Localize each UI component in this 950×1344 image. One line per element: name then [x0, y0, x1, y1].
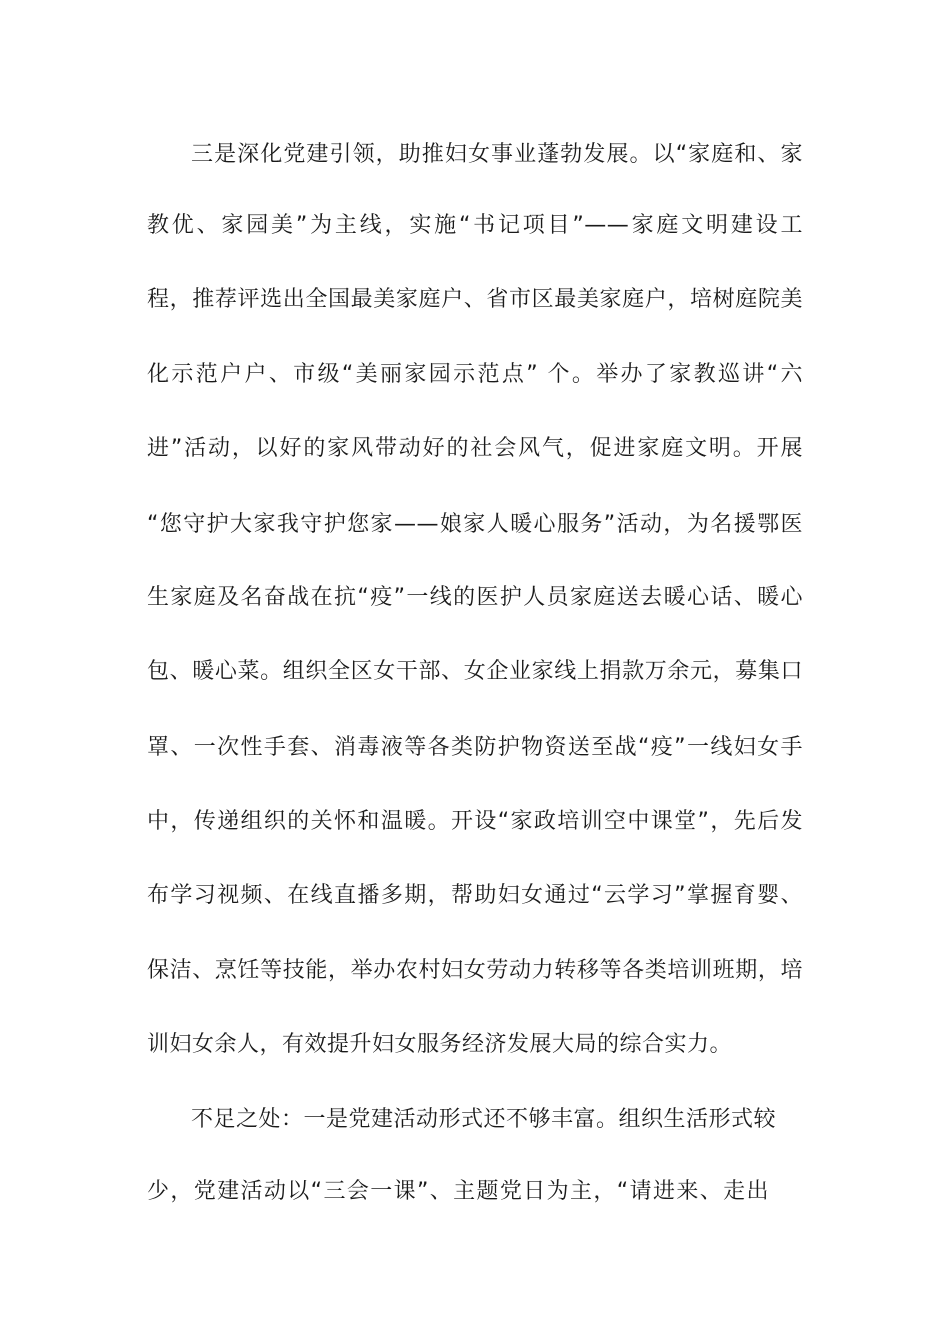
paragraph-line-15: 少，党建活动以“三会一课”、主题党日为主，“请进来、走出 [147, 1179, 769, 1204]
paragraph-line-2: 教优、家园美”为主线，实施“书记项目”——家庭文明建设工 [147, 213, 803, 238]
paragraph-line-11: 布学习视频、在线直播多期，帮助妇女通过“云学习”掌握育婴、 [147, 883, 803, 908]
paragraph-line-5: 进”活动，以好的家风带动好的社会风气，促进家庭文明。开展 [147, 436, 803, 461]
paragraph-line-14: 不足之处：一是党建活动形式还不够丰富。组织生活形式较 [191, 1107, 777, 1132]
paragraph-line-7: 生家庭及名奋战在抗“疫”一线的医护人员家庭送去暖心话、暖心 [147, 585, 803, 610]
paragraph-line-9: 罩、一次性手套、消毒液等各类防护物资送至战“疫”一线妇女手 [147, 735, 803, 760]
paragraph-line-4: 化示范户户、市级“美丽家园示范点” 个。举办了家教巡讲“六 [147, 362, 803, 387]
paragraph-line-12: 保洁、烹饪等技能，举办农村妇女劳动力转移等各类培训班期，培 [147, 958, 803, 983]
paragraph-line-13: 训妇女余人，有效提升妇女服务经济发展大局的综合实力。 [147, 1032, 733, 1057]
paragraph-line-1: 三是深化党建引领，助推妇女事业蓬勃发展。以“家庭和、家 [191, 142, 803, 167]
paragraph-line-6: “您守护大家我守护您家——娘家人暖心服务”活动，为名援鄂医 [147, 512, 803, 537]
paragraph-line-10: 中，传递组织的关怀和温暖。开设“家政培训空中课堂”，先后发 [147, 809, 803, 834]
paragraph-line-8: 包、暖心菜。组织全区女干部、女企业家线上捐款万余元，募集口 [147, 659, 803, 684]
paragraph-line-3: 程，推荐评选出全国最美家庭户、省市区最美家庭户，培树庭院美 [147, 287, 803, 312]
